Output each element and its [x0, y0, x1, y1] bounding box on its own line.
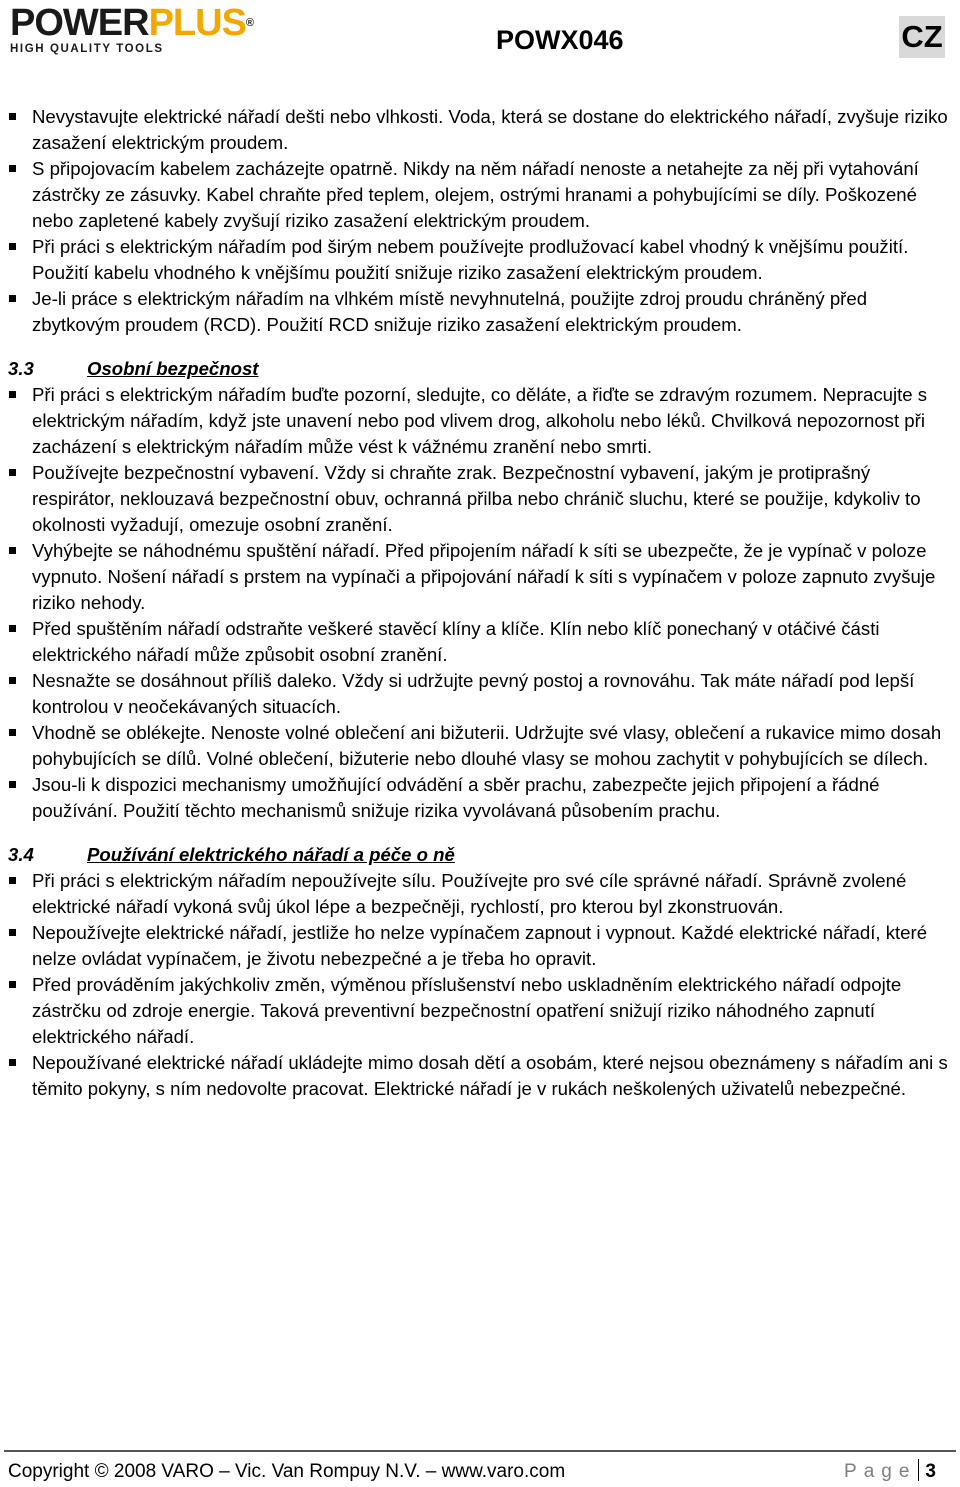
- logo-wordmark: [10, 4, 300, 42]
- section-heading-tool-use: [8, 842, 948, 868]
- section-heading-personal-safety: [8, 356, 948, 382]
- list-item: S připojovacím kabelem zacházejte opatrně. Nikdy na něm nářadí nenoste a netahejte za něj při vytahování zástrčky ze zásuvky. Kabel chraňte před teplem, olejem, ostrými hranami a pohybujícími se díly. Poškozené nebo zapletené kabely zvyšují riziko zasažení elektrickým proudem.: [8, 156, 948, 234]
- section-title: Osobní bezpečnost: [87, 358, 259, 379]
- powerplus-logo: [10, 4, 300, 54]
- list-item: Používejte bezpečnostní vybavení. Vždy si chraňte zrak. Bezpečnostní vybavení, jakým je protiprašný respirátor, neklouzavá bezpečnostní obuv, ochranná přilba nebo chránič sluchu, které se použije, kdykoliv to okolnosti vyžadují, omezuje osobní zranění.: [8, 460, 948, 538]
- page-header: [0, 0, 960, 70]
- list-item: Vhodně se oblékejte. Nenoste volné oblečení ani bižuterii. Udržujte své vlasy, oblečení a rukavice mimo dosah pohybujících se dílů. Volné oblečení, bižuterie nebo dlouhé vlasy se mohou zachytit v pohybujících se dílech.: [8, 720, 948, 772]
- list-item: Před spuštěním nářadí odstraňte veškeré stavěcí klíny a klíče. Klín nebo klíč ponechaný v otáčivé části elektrického nářadí může způsobit osobní zranění.: [8, 616, 948, 668]
- logo-power-text: POWER: [10, 2, 149, 44]
- copyright-text: Copyright © 2008 VARO – Vic. Van Rompuy N.V. – www.varo.com: [8, 1461, 566, 1482]
- list-item: Při práci s elektrickým nářadím nepoužívejte sílu. Používejte pro své cíle správné nářadí. Správně zvolené elektrické nářadí vykoná svůj úkol lépe a bezpečněji, rychlostí, pro kterou byl zkonstruován.: [8, 868, 948, 920]
- section-number: 3.4: [8, 844, 34, 865]
- list-item: Nesnažte se dosáhnout příliš daleko. Vždy si udržujte pevný postoj a rovnováhu. Tak máte nářadí pod lepší kontrolou v neočekávaných situacích.: [8, 668, 948, 720]
- logo-tagline: HIGH QUALITY TOOLS: [10, 43, 164, 55]
- list-item: Vyhýbejte se náhodnému spuštění nářadí. Před připojením nářadí k síti se ubezpečte, že je vypínač v poloze vypnuto. Nošení nářadí s prstem na vypínači a připojování nářadí k síti s vypínačem v poloze zapnuto zvyšuje riziko nehody.: [8, 538, 948, 616]
- list-item: Při práci s elektrickým nářadím pod širým nebem používejte prodlužovací kabel vhodný k vnějšímu použití. Použití kabelu vhodného k vnějšímu použití snižuje riziko zasažení elektrickým proudem.: [8, 234, 948, 286]
- logo-registered-mark: ®: [245, 17, 254, 29]
- language-code: CZ: [899, 16, 945, 58]
- page-label: Page: [844, 1461, 917, 1482]
- list-item: Nevystavujte elektrické nářadí dešti nebo vlhkosti. Voda, která se dostane do elektrického nářadí, zvyšuje riziko zasažení elektrickým proudem.: [8, 104, 948, 156]
- list-item: Při práci s elektrickým nářadím buďte pozorní, sledujte, co děláte, a řiďte se zdravým rozumem. Nepracujte s elektrickým nářadím, když jste unavení nebo pod vlivem drog, alkoholu nebo léků. Chvilková nepozornost při zacházení s elektrickým nářadím může vést k vážnému zranění nebo smrti.: [8, 382, 948, 460]
- logo-plus-text: PLUS: [148, 2, 246, 44]
- page-indicator: [844, 1459, 936, 1485]
- footer-divider: [4, 1450, 956, 1452]
- section-number: 3.3: [8, 358, 34, 379]
- model-number: POWX046: [496, 25, 624, 55]
- list-item: Před prováděním jakýchkoliv změn, výměnou příslušenství nebo uskladněním elektrického nářadí odpojte zástrčku od zdroje energie. Taková preventivní bezpečnostní opatření snižují riziko náhodného zapnutí elektrického nářadí.: [8, 972, 948, 1050]
- page-number: 3: [925, 1461, 936, 1482]
- list-item: Jsou-li k dispozici mechanismy umožňující odvádění a sběr prachu, zabezpečte jejich připojení a řádné používání. Použití těchto mechanismů snižuje rizika vyvolávaná působením prachu.: [8, 772, 948, 824]
- section-title: Používání elektrického nářadí a péče o ně: [87, 844, 455, 865]
- list-item: Nepoužívané elektrické nářadí ukládejte mimo dosah dětí a osobám, které nejsou obeznámeny s nářadím ani s těmito pokyny, s ním nedovolte pracovat. Elektrické nářadí je v rukách neškolených uživatelů nebezpečné.: [8, 1050, 948, 1102]
- list-item: Je-li práce s elektrickým nářadím na vlhkém místě nevyhnutelná, použijte zdroj proudu chráněný před zbytkovým proudem (RCD). Použití RCD snižuje riziko zasažení elektrickým proudem.: [8, 286, 948, 338]
- page-separator: [918, 1459, 919, 1481]
- document-body: [8, 104, 948, 1102]
- list-item: Nepoužívejte elektrické nářadí, jestliže ho nelze vypínačem zapnout i vypnout. Každé elektrické nářadí, které nelze ovládat vypínačem, je životu nebezpečné a je třeba ho opravit.: [8, 920, 948, 972]
